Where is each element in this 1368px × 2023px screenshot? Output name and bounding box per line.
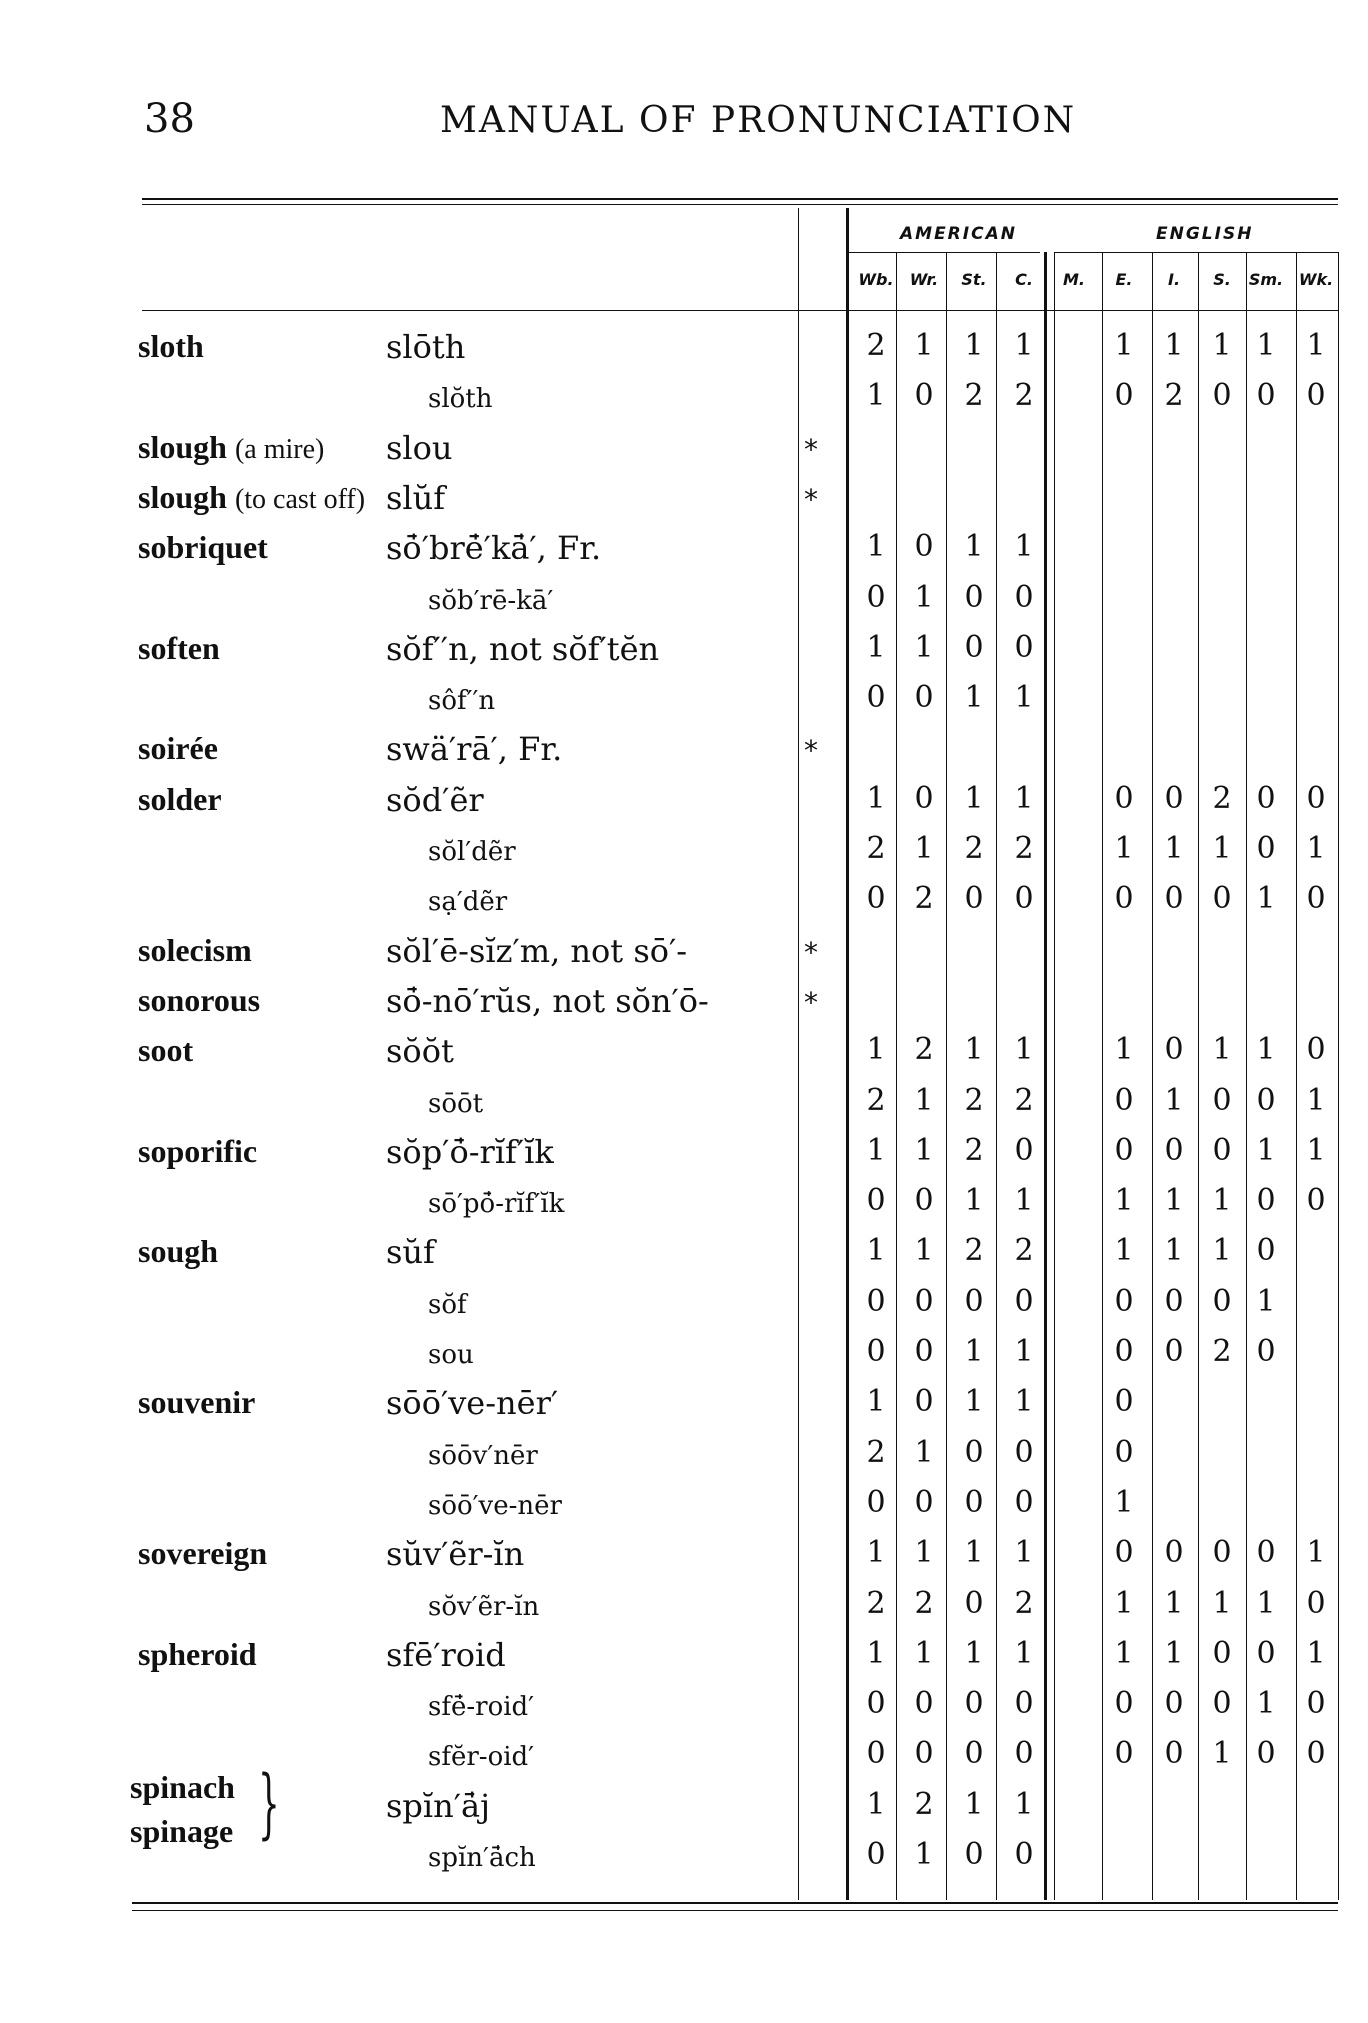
english-authority-value: 0	[1164, 1535, 1184, 1571]
american-authority-value: 1	[1014, 529, 1034, 565]
headword	[138, 1636, 257, 1673]
pronunciation: spĭn′ā̍ch	[428, 1843, 536, 1873]
american-authority-value: 0	[914, 1283, 934, 1319]
american-authority-value: 1	[964, 328, 984, 363]
american-authority-value: 0	[866, 1736, 886, 1772]
headword	[138, 529, 268, 566]
headword-text: soporific	[138, 1132, 258, 1169]
pronunciation: sôf′′n	[428, 686, 496, 717]
english-authority-value: 2	[1212, 780, 1232, 816]
american-authority-value: 1	[1014, 1535, 1034, 1571]
american-authority-value: 0	[964, 579, 984, 615]
english-authority-value: 0	[1212, 1535, 1232, 1571]
american-authority-value: 1	[914, 579, 934, 615]
american-authority-value: 0	[866, 579, 886, 615]
american-authority-value: 0	[964, 1837, 984, 1872]
american-authority-value: 0	[1014, 1132, 1034, 1168]
english-authority-value: 1	[1306, 1132, 1326, 1168]
american-authority-value: 0	[964, 881, 984, 917]
column-rule	[1338, 252, 1339, 1900]
english-authority-value: 1	[1306, 831, 1326, 866]
english-authority-value: 1	[1114, 328, 1134, 363]
column-header-english: Sm.	[1248, 270, 1284, 289]
english-authority-value: 0	[1164, 780, 1184, 816]
english-authority-value: 1	[1256, 328, 1276, 363]
english-authority-value: 0	[1306, 1585, 1326, 1621]
american-authority-value: 0	[914, 1484, 934, 1520]
english-authority-value: 1	[1256, 1032, 1276, 1068]
english-authority-value: 0	[1212, 378, 1232, 414]
american-authority-value: 1	[914, 1434, 934, 1470]
american-authority-value: 1	[914, 1635, 934, 1671]
english-authority-value: 0	[1164, 1132, 1184, 1168]
american-authority-value: 1	[866, 1233, 886, 1269]
american-authority-value: 1	[964, 1635, 984, 1671]
english-authority-value: 1	[1212, 328, 1232, 363]
headword-text: souvenir	[138, 1384, 256, 1421]
english-authority-value: 0	[1114, 1535, 1134, 1571]
english-authority-value: 1	[1114, 1032, 1134, 1068]
english-authority-value: 1	[1256, 1132, 1276, 1168]
american-authority-value: 1	[914, 1082, 934, 1118]
column-header-english: I.	[1167, 270, 1181, 289]
american-authority-value: 0	[866, 1334, 886, 1369]
english-authority-value: 1	[1164, 831, 1184, 866]
english-authority-value: 0	[1114, 1434, 1134, 1470]
english-authority-value: 0	[1164, 1686, 1184, 1722]
english-authority-value: 0	[1256, 1535, 1276, 1571]
american-authority-value: 1	[1014, 328, 1034, 363]
english-authority-value: 0	[1256, 1736, 1276, 1772]
pronunciation: sạ′dẽr	[428, 887, 508, 918]
american-authority-value: 2	[964, 1082, 984, 1118]
english-authority-value: 0	[1306, 378, 1326, 414]
column-rule	[896, 252, 897, 1900]
table-bottom-rule	[132, 1902, 1338, 1904]
american-authority-value: 1	[866, 378, 886, 414]
english-authority-value: 1	[1256, 1585, 1276, 1621]
column-header-american: C.	[1015, 270, 1033, 289]
english-authority-value: 1	[1306, 1635, 1326, 1671]
column-header-american: Wr.	[909, 270, 939, 289]
pronunciation: sŏŏt	[386, 1032, 454, 1071]
column-header-american: St.	[961, 270, 987, 289]
pronunciation: sō̍-nō′rŭs, not sŏn′ō-	[386, 981, 709, 1020]
english-authority-value: 0	[1256, 780, 1276, 816]
headword	[138, 1384, 255, 1421]
pronunciation: sŭf	[386, 1233, 435, 1272]
american-authority-value: 1	[1014, 680, 1034, 716]
english-authority-value: 0	[1164, 881, 1184, 917]
headword	[138, 1133, 257, 1170]
english-authority-value: 0	[1306, 1686, 1326, 1722]
column-header-english: Wk.	[1298, 270, 1334, 289]
american-authority-value: 1	[1014, 1786, 1034, 1822]
headword-text: sloth	[138, 328, 204, 364]
american-authority-value: 2	[914, 1786, 934, 1822]
american-authority-value: 1	[866, 1132, 886, 1168]
column-rule	[846, 208, 849, 1900]
american-authority-value: 1	[866, 780, 886, 816]
american-authority-value: 2	[1014, 1082, 1034, 1118]
headword-text: soften	[138, 629, 220, 666]
american-authority-value: 0	[866, 1183, 886, 1219]
english-authority-value: 0	[1114, 1283, 1134, 1319]
english-authority-value: 1	[1212, 1585, 1232, 1621]
brace-mark: }	[258, 1757, 280, 1847]
english-authority-value: 2	[1164, 378, 1184, 414]
american-group-header: AMERICAN	[900, 224, 1017, 244]
pronunciation: sŏv′ẽr-ĭn	[428, 1591, 540, 1622]
english-authority-value: 0	[1114, 1132, 1134, 1168]
american-authority-value: 0	[914, 1183, 934, 1219]
american-authority-value: 0	[914, 529, 934, 565]
american-authority-value: 2	[866, 1082, 886, 1118]
headword-text: soirée	[138, 730, 218, 767]
headword-text: sonorous	[138, 981, 261, 1018]
american-authority-value: 1	[866, 1535, 886, 1571]
american-authority-value: 1	[914, 1535, 934, 1571]
headword-text: slough	[138, 478, 227, 515]
english-authority-value: 1	[1212, 1736, 1232, 1772]
american-authority-value: 0	[914, 1686, 934, 1722]
american-authority-value: 1	[964, 1535, 984, 1571]
english-authority-value: 0	[1306, 1183, 1326, 1219]
american-authority-value: 1	[1014, 1384, 1034, 1420]
english-authority-value: 1	[1306, 1535, 1326, 1571]
american-authority-value: 0	[1014, 629, 1034, 665]
english-authority-value: 0	[1212, 1082, 1232, 1118]
table-bottom-rule-2	[132, 1910, 1338, 1911]
american-authority-value: 1	[866, 1032, 886, 1068]
american-authority-value: 0	[914, 680, 934, 716]
headword	[138, 479, 365, 516]
pronunciation: sōō′ve-nēr′	[386, 1384, 559, 1423]
table-top-rule	[142, 198, 1338, 200]
american-authority-value: 0	[1014, 1837, 1034, 1872]
american-authority-value: 1	[866, 1635, 886, 1671]
pronunciation: slou	[386, 428, 453, 467]
english-authority-value: 1	[1164, 1183, 1184, 1219]
headword: spinach	[130, 1768, 235, 1805]
preferred-marker: *	[804, 935, 818, 969]
american-authority-value: 2	[914, 1032, 934, 1068]
headword-text: solder	[138, 780, 222, 817]
american-authority-value: 0	[1014, 579, 1034, 615]
american-authority-value: 0	[964, 1283, 984, 1319]
pronunciation: sŏf′′n, not sŏf′tĕn	[386, 629, 660, 668]
english-authority-value: 0	[1256, 1183, 1276, 1219]
headword-text: solecism	[138, 931, 252, 968]
american-authority-value: 2	[964, 378, 984, 414]
headword	[138, 1535, 267, 1572]
english-authority-value: 0	[1212, 1635, 1232, 1671]
american-authority-value: 0	[914, 378, 934, 414]
headword	[138, 1233, 218, 1270]
american-authority-value: 2	[866, 831, 886, 866]
english-authority-value: 0	[1212, 881, 1232, 917]
english-authority-value: 1	[1256, 1283, 1276, 1319]
american-authority-value: 0	[866, 1837, 886, 1872]
headword	[138, 630, 220, 667]
column-header-english: M.	[1063, 270, 1085, 289]
pronunciation: sŭv′ẽr-ĭn	[386, 1535, 525, 1574]
headword-note: (to cast off)	[234, 483, 366, 515]
table-top-rule-2	[142, 204, 1338, 205]
pronunciation: sŏd′ẽr	[386, 780, 484, 819]
preferred-marker: *	[804, 985, 818, 1019]
american-authority-value: 1	[914, 1837, 934, 1872]
pronunciation: slōth	[386, 328, 466, 366]
american-authority-value: 0	[1014, 1434, 1034, 1470]
column-rule	[798, 208, 799, 1900]
pronunciation: sōōv′nēr	[428, 1440, 538, 1471]
english-authority-value: 0	[1256, 378, 1276, 414]
pronunciation: sŏf	[428, 1289, 467, 1320]
american-authority-value: 0	[964, 1736, 984, 1772]
american-authority-value: 1	[964, 1334, 984, 1369]
pronunciation: sfĕr-oid′	[428, 1742, 535, 1773]
english-authority-value: 0	[1306, 1736, 1326, 1772]
english-authority-value: 1	[1164, 1082, 1184, 1118]
english-authority-value: 1	[1164, 328, 1184, 363]
american-authority-value: 2	[964, 1132, 984, 1168]
american-authority-value: 2	[866, 328, 886, 363]
pronunciation: sŏp′ō̍-rĭf′ĭk	[386, 1132, 554, 1171]
american-authority-value: 1	[964, 680, 984, 716]
american-authority-value: 1	[866, 629, 886, 665]
american-authority-value: 0	[964, 1434, 984, 1470]
american-authority-value: 1	[914, 328, 934, 363]
preferred-marker: *	[804, 734, 818, 768]
american-authority-value: 1	[964, 1786, 984, 1822]
column-rule	[1044, 252, 1047, 1900]
american-authority-value: 0	[1014, 1484, 1034, 1520]
american-authority-value: 0	[1014, 1283, 1034, 1319]
american-authority-value: 1	[866, 1384, 886, 1420]
english-authority-value: 0	[1114, 1082, 1134, 1118]
english-authority-value: 1	[1164, 1585, 1184, 1621]
english-authority-value: 1	[1212, 1183, 1232, 1219]
headword	[138, 932, 252, 969]
american-authority-value: 1	[1014, 1032, 1034, 1068]
american-authority-value: 1	[964, 1384, 984, 1420]
american-authority-value: 1	[1014, 1635, 1034, 1671]
american-authority-value: 1	[964, 529, 984, 565]
american-authority-value: 0	[914, 780, 934, 816]
american-authority-value: 0	[914, 1384, 934, 1420]
american-authority-value: 0	[964, 1484, 984, 1520]
english-authority-value: 1	[1306, 328, 1326, 363]
american-authority-value: 1	[964, 1183, 984, 1219]
column-rule	[1054, 252, 1055, 1900]
american-authority-value: 2	[1014, 831, 1034, 866]
english-authority-value: 0	[1114, 378, 1134, 414]
english-authority-value: 0	[1212, 1283, 1232, 1319]
headword	[138, 982, 260, 1019]
column-header-american: Wb.	[858, 270, 894, 289]
headword	[138, 781, 222, 818]
headword: spinage	[130, 1812, 234, 1849]
column-rule	[1102, 252, 1103, 1900]
english-authority-value: 1	[1114, 1183, 1134, 1219]
american-authority-value: 1	[914, 1132, 934, 1168]
english-authority-value: 1	[1164, 1635, 1184, 1671]
american-authority-value: 2	[914, 881, 934, 917]
pronunciation: sŏl′ē-sĭz′m, not sō′-	[386, 931, 688, 970]
english-authority-value: 1	[1114, 1484, 1134, 1520]
american-authority-value: 1	[1014, 1334, 1034, 1369]
column-rule	[946, 252, 947, 1900]
english-authority-value: 0	[1256, 1334, 1276, 1369]
page-number: 38	[144, 96, 195, 142]
english-authority-value: 1	[1256, 1686, 1276, 1722]
american-authority-value: 2	[1014, 1233, 1034, 1269]
english-authority-value: 0	[1164, 1283, 1184, 1319]
pronunciation: spĭn′ā̍j	[386, 1786, 491, 1825]
english-authority-value: 1	[1212, 1032, 1232, 1068]
american-authority-value: 0	[866, 881, 886, 917]
american-group-rule	[848, 252, 1040, 253]
american-authority-value: 2	[866, 1585, 886, 1621]
american-authority-value: 1	[964, 780, 984, 816]
header-rule	[142, 310, 1338, 311]
english-authority-value: 0	[1114, 780, 1134, 816]
english-group-header: ENGLISH	[1156, 224, 1254, 244]
american-authority-value: 0	[1014, 1686, 1034, 1722]
american-authority-value: 1	[1014, 1183, 1034, 1219]
column-rule	[996, 252, 997, 1900]
english-authority-value: 0	[1114, 1384, 1134, 1420]
column-rule	[1198, 252, 1199, 1900]
american-authority-value: 2	[1014, 378, 1034, 414]
column-rule	[1152, 252, 1153, 1900]
american-authority-value: 0	[866, 1283, 886, 1319]
headword-text: soot	[138, 1032, 194, 1069]
english-authority-value: 0	[1164, 1032, 1184, 1068]
headword-text: spheroid	[138, 1635, 257, 1672]
english-authority-value: 0	[1212, 1132, 1232, 1168]
english-authority-value: 0	[1256, 1082, 1276, 1118]
english-authority-value: 1	[1256, 881, 1276, 917]
pronunciation: sfē′roid	[386, 1635, 506, 1674]
pronunciation: slŏth	[428, 384, 493, 415]
english-authority-value: 1	[1306, 1082, 1326, 1118]
headword-text: slough	[138, 428, 227, 465]
english-authority-value: 1	[1114, 831, 1134, 866]
american-authority-value: 2	[964, 831, 984, 866]
preferred-marker: *	[804, 482, 818, 516]
pronunciation: sŏl′dẽr	[428, 837, 516, 867]
american-authority-value: 0	[914, 1736, 934, 1772]
english-authority-value: 1	[1164, 1233, 1184, 1269]
pronunciation: sōō′ve-nēr	[428, 1490, 562, 1521]
english-authority-value: 0	[1164, 1736, 1184, 1772]
american-authority-value: 2	[914, 1585, 934, 1621]
american-authority-value: 0	[964, 629, 984, 665]
american-authority-value: 0	[964, 1585, 984, 1621]
headword-text: sobriquet	[138, 529, 268, 566]
english-authority-value: 0	[1256, 1635, 1276, 1671]
american-authority-value: 1	[914, 1233, 934, 1269]
english-authority-value: 1	[1114, 1635, 1134, 1671]
headword-text: sough	[138, 1233, 219, 1270]
pronunciation: sfē̍-roid′	[428, 1692, 535, 1723]
english-authority-value: 1	[1114, 1233, 1134, 1269]
american-authority-value: 1	[1014, 780, 1034, 816]
american-authority-value: 2	[1014, 1585, 1034, 1621]
pronunciation: sōōt	[428, 1088, 484, 1119]
pronunciation: sō′pō̍-rĭf′ĭk	[428, 1189, 565, 1220]
column-header-english: E.	[1115, 270, 1133, 289]
english-authority-value: 2	[1212, 1334, 1232, 1369]
pronunciation: sŏb′rē-kā′	[428, 585, 554, 616]
pronunciation: sō̍′brē̍′kā̍′, Fr.	[386, 529, 602, 568]
american-authority-value: 2	[964, 1233, 984, 1269]
headword	[138, 429, 324, 466]
american-authority-value: 1	[914, 831, 934, 866]
american-authority-value: 2	[866, 1434, 886, 1470]
american-authority-value: 1	[964, 1032, 984, 1068]
english-authority-value: 1	[1212, 831, 1232, 866]
american-authority-value: 0	[866, 1484, 886, 1520]
english-authority-value: 0	[1114, 1686, 1134, 1722]
english-authority-value: 0	[1212, 1686, 1232, 1722]
english-authority-value: 1	[1212, 1233, 1232, 1269]
english-authority-value: 0	[1114, 1736, 1134, 1772]
headword-text: sovereign	[138, 1535, 268, 1572]
american-authority-value: 0	[866, 680, 886, 716]
pronunciation: slŭf	[386, 478, 446, 517]
american-authority-value: 0	[1014, 1736, 1034, 1772]
american-authority-value: 0	[914, 1334, 934, 1369]
english-authority-value: 0	[1306, 1032, 1326, 1068]
american-authority-value: 1	[866, 529, 886, 565]
pronunciation: sou	[428, 1340, 474, 1370]
american-authority-value: 1	[866, 1786, 886, 1822]
english-authority-value: 0	[1256, 831, 1276, 866]
english-authority-value: 1	[1114, 1585, 1134, 1621]
pronunciation: swä′rā′, Fr.	[386, 730, 563, 769]
english-authority-value: 0	[1114, 881, 1134, 917]
headword	[138, 328, 204, 365]
headword	[138, 1032, 193, 1069]
headword-note: (a mire)	[234, 433, 325, 465]
english-authority-value: 0	[1114, 1334, 1134, 1369]
american-authority-value: 0	[866, 1686, 886, 1722]
preferred-marker: *	[804, 432, 818, 466]
english-authority-value: 0	[1306, 780, 1326, 816]
american-authority-value: 0	[1014, 881, 1034, 917]
english-authority-value: 0	[1164, 1334, 1184, 1369]
headword	[138, 730, 218, 767]
american-authority-value: 0	[964, 1686, 984, 1722]
american-authority-value: 1	[914, 629, 934, 665]
column-header-english: S.	[1213, 270, 1231, 289]
english-authority-value: 0	[1256, 1233, 1276, 1269]
running-head: MANUAL OF PRONUNCIATION	[440, 100, 1077, 141]
english-authority-value: 0	[1306, 881, 1326, 917]
